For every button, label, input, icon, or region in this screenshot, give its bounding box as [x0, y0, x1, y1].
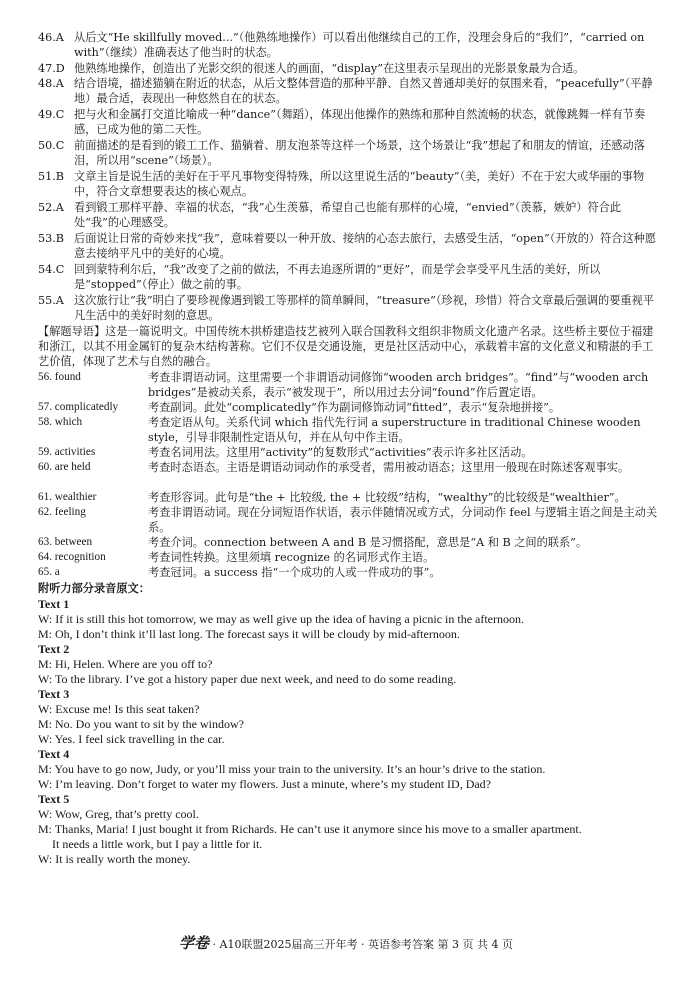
grammar-59: 59. activities 考查名词用法。这里用“activity”的复数形式“activities”表示许多社区活动。	[38, 446, 533, 459]
text-2-line: M: Hi, Helen. Where are you off to?	[38, 657, 213, 671]
text-5-line: It needs a little work, but I pay a little for it.	[52, 837, 263, 851]
listening-heading: 附听力部分录音原文：	[38, 581, 150, 595]
grammar-65: 65. a 考查冠词。a success 指“一个成功的人或一件成功的事”。	[38, 566, 441, 579]
text-5-line: W: It is really worth the money.	[38, 852, 191, 866]
text-1-label: Text 1	[38, 597, 70, 611]
text-2-label: Text 2	[38, 642, 70, 656]
grammar-58: 58. which 考查定语从句。关系代词 which 指代先行词 a superstructure in traditional Chinese wooden style，引导非限制性定语从句，并在从句中作主语。	[38, 416, 641, 444]
answer-50: 50.C 前面描述的是看到的锻工工作、猫躺着、朋友泡茶等这样一个场景，这个场景让“我”想起了和朋友的情谊，还感动落泪，所以用“scene”（场景）。	[38, 139, 645, 167]
text-3-line: W: Excuse me! Is this seat taken?	[38, 702, 200, 716]
answer-47: 47.D 他熟练地操作，创造出了光影交织的很迷人的画面，“display”在这里表示呈现出的光影景象最为合适。	[38, 62, 585, 75]
text-1-line: M: Oh, I don’t think it’ll last long. The forecast says it will be cloudy by mid-afternoon.	[38, 627, 460, 641]
text-5-label: Text 5	[38, 792, 70, 806]
publisher-logo: 学卷	[179, 934, 210, 952]
grammar-61: 61. wealthier 考查形容词。此句是“the + 比较级, the + 比较级”结构，“wealthy”的比较级是“wealthier”。	[38, 491, 626, 504]
guide-label: 【解题导语】	[38, 325, 106, 338]
answer-46: 46.A 从后文“He skillfully moved...”（他熟练地操作）可以看出他继续自己的工作，没理会身后的“我们”，“carried on with”（继续）准确表达了他当时的状态。	[38, 31, 645, 59]
footer-text: · A10联盟2025届高三开年考 · 英语参考答案 第 3 页 共 4 页	[212, 938, 513, 951]
grammar-64: 64. recognition 考查词性转换。这里须填 recognize 的名词形式作主语。	[38, 551, 435, 564]
grammar-63: 63. between 考查介词。connection between A and B 是习惯搭配，意思是“A 和 B 之间的联系”。	[38, 536, 588, 549]
answer-51: 51.B 文章主旨是说生活的美好在于平凡事物变得特殊，所以这里说生活的“beauty”（美，美好）不在于宏大或华丽的事物中，符合文章想要表达的核心观点。	[38, 170, 645, 198]
answer-55: 55.A 这次旅行让“我”明白了要珍视像遇到锻工等那样的简单瞬间，“treasure”（珍视，珍惜）符合文章最后强调的要重视平凡生活中的美好时刻的意思。	[38, 294, 654, 322]
grammar-60: 60. are held 考查时态语态。主语是谓语动词动作的承受者，需用被动语态；这里用一般现在时陈述客观事实。	[38, 461, 630, 474]
text-4-label: Text 4	[38, 747, 70, 761]
grammar-57: 57. complicatedly 考查副词。此处“complicatedly”作为副词修饰动词“fitted”，表示“复杂地拼接”。	[38, 401, 561, 414]
page-footer	[0, 936, 692, 952]
guide-paragraph	[38, 324, 662, 369]
answer-48: 48.A 结合语境，描述猫躺在附近的状态，从后文整体营造的那种平静、自然又普通却美好的氛围来看，“peacefully”（平静地）最合适，表现出一种悠然自在的状态。	[38, 77, 653, 105]
text-1-line: W: If it is still this hot tomorrow, we may as well give up the idea of having a picnic in the afternoon.	[38, 612, 524, 626]
answer-54: 54.C 回到蒙特利尔后，“我”改变了之前的做法，不再去追逐所谓的“更好”，而是学会享受平凡生活的美好，所以是“stopped”（停止）做之前的事。	[38, 263, 601, 291]
answer-52: 52.A 看到锻工那样平静、幸福的状态，“我”心生羡慕，希望自己也能有那样的心境，“envied”（羡慕，嫉妒）符合此处“我”的心理感受。	[38, 201, 622, 229]
guide-text: 这是一篇说明文。中国传统木拱桥建造技艺被列入联合国教科文组织非物质文化遗产名录。这些桥主要位于福建和浙江，以其不用金属钉的复杂木结构著称。它们不仅是交通设施，更是社区活动中心，承载着丰富的文化意义和精湛的手工艺价值，体现了艺术与自然的融合。	[38, 325, 654, 368]
text-3-line: M: No. Do you want to sit by the window?	[38, 717, 244, 731]
grammar-62: 62. feeling 考查非谓语动词。现在分词短语作状语，表示伴随情况或方式，分词动作 feel 与逻辑主语之间是主动关系。	[38, 506, 658, 534]
text-5-line: W: Wow, Greg, that’s pretty cool.	[38, 807, 199, 821]
grammar-56: 56. found 考查非谓语动词。这里需要一个非谓语动词修饰“wooden arch bridges”。“find”与“wooden arch bridges”是被动关系，表示“被发现于”，所以用过去分词“found”作后置定语。	[38, 371, 649, 399]
text-3-line: W: Yes. I feel sick travelling in the car.	[38, 732, 225, 746]
text-4-line: W: I’m leaving. Don’t forget to water my flowers. Just a minute, where’s my student ID, Dad?	[38, 777, 492, 791]
text-2-line: W: To the library. I’ve got a history paper due next week, and need to do some reading.	[38, 672, 457, 686]
text-3-label: Text 3	[38, 687, 70, 701]
text-5-line: M: Thanks, Maria! I just bought it from Richards. He can’t use it anymore since his move to a smaller apartment.	[38, 822, 582, 836]
text-4-line: M: You have to go now, Judy, or you’ll miss your train to the university. It’s an hour’s drive to the station.	[38, 762, 546, 776]
answer-53: 53.B 后面说让日常的奇妙来找“我”，意味着要以一种开放、接纳的心态去旅行，去感受生活，“open”（开放的）符合这种愿意去接纳平凡中的美好的心境。	[38, 232, 657, 260]
answer-49: 49.C 把与火和金属打交道比喻成一种“dance”（舞蹈），体现出他操作的熟练和那种自然流畅的状态，就像跳舞一样有节奏感，已成为他的第二天性。	[38, 108, 646, 136]
